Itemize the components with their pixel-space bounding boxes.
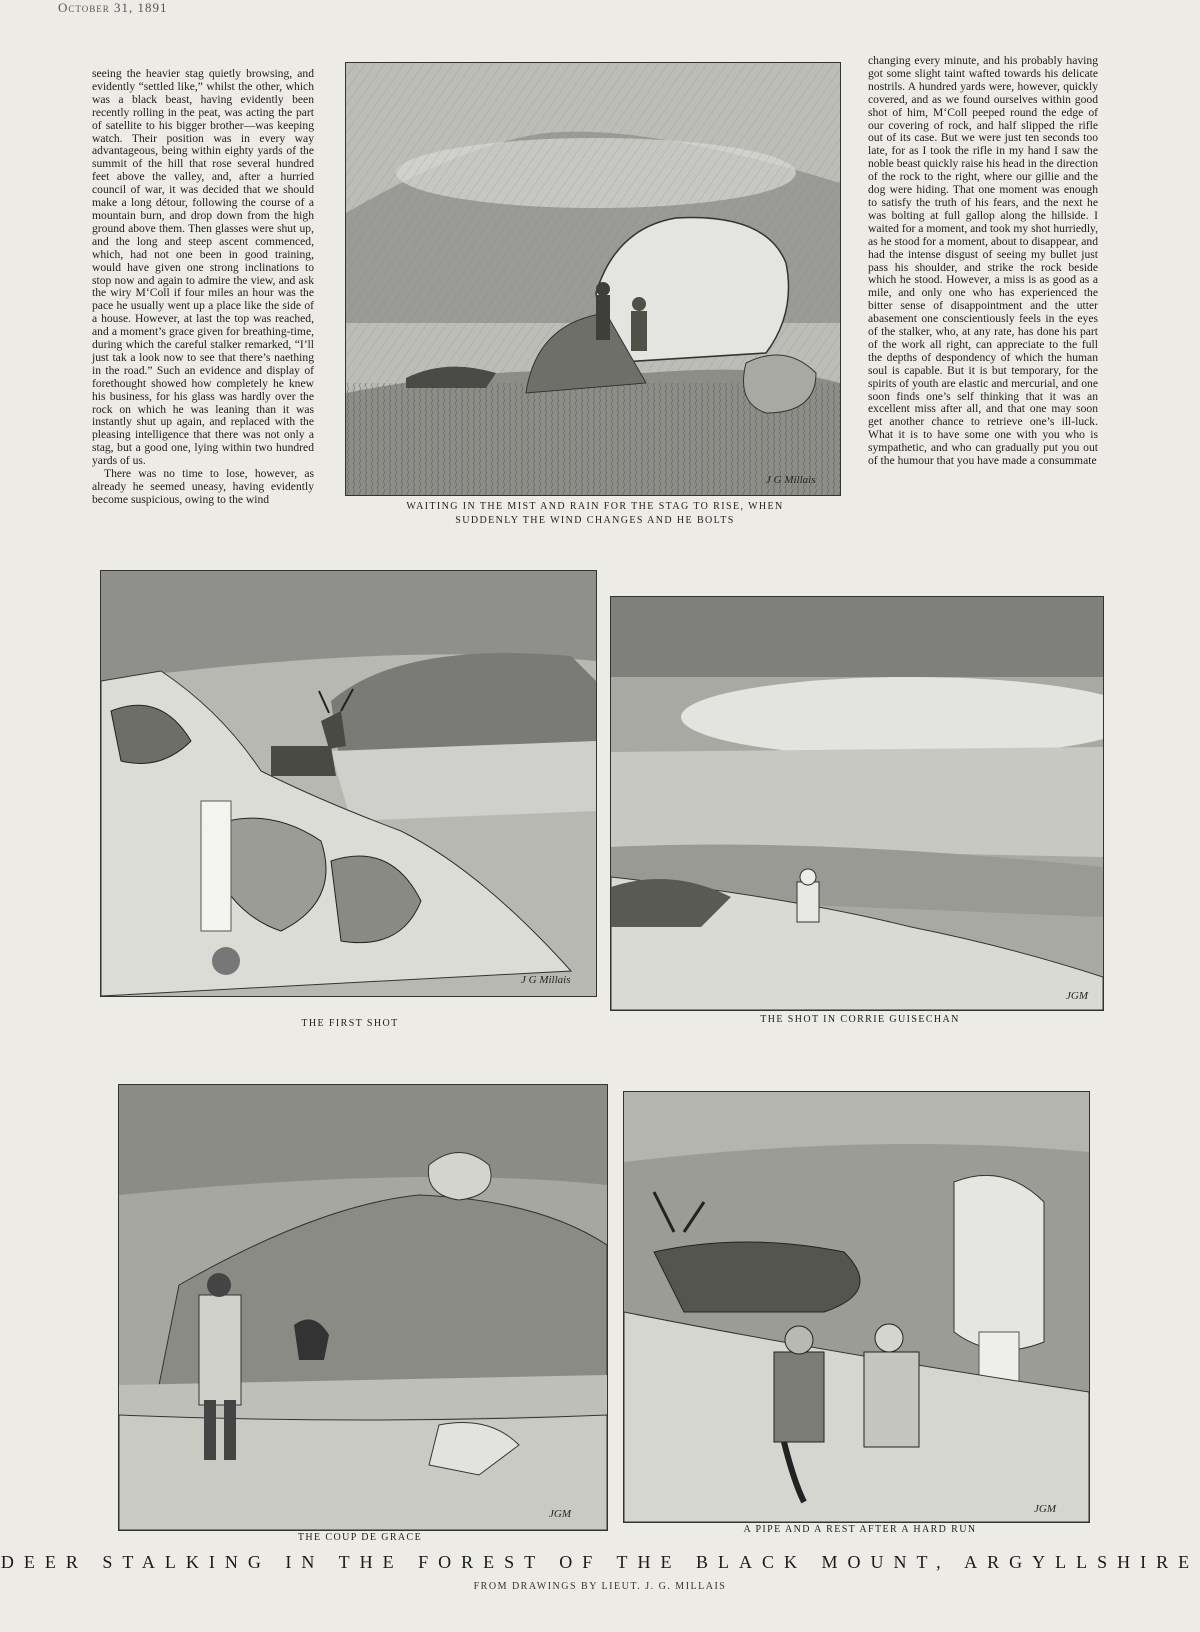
left-paragraph-1: seeing the heavier stag quietly browsing, and evidently “settled like,” whilst the other, which was a black beast, having evidently been recently rolling in the peat, was acting the part of satellite to his bigger brother—was keeping watch. Their position was in every way advantageous, being within eighty yards of the summit of the hill that rose several hundred feet above the valley, and, after a hurried council of war, it was decided that we should make a long détour, following the course of a mountain burn, and drop down from the high ground above them. Then glasses were shut up, and the long and steep ascent commenced, which, had not one been in good training, would have given one strong inclinations to stop now and again to admire the view, and ask the wiry M‘Coll if four miles an hour was the pace he usually went up a place like the side of a house. However, at last the top was reached, and a moment’s grace given for breathing-time, during which the careful stalker remarked, “I’ll just tak a look now to see that there’s naething in the road.” Such an evidence and display of forethought showed how completely he knew his business, for his glass was hardly over the rock on which he was leaning than it was instantly shut up again, and replaced with the pleasing intelligence that there was not only a stag, but a good one, lying within two hundred yards of us. bbox=[92, 67, 314, 468]
caption-first-shot: THE FIRST SHOT bbox=[301, 1018, 399, 1029]
running-head: October 31, 1891 bbox=[58, 0, 168, 15]
illustration-waiting-in-mist-drawing bbox=[346, 63, 840, 495]
page-title: DEER STALKING IN THE FOREST OF THE BLACK MOUNT, ARGYLLSHIRE bbox=[0, 1552, 1200, 1572]
artist-signature: JGM bbox=[1034, 1503, 1056, 1515]
right-text-column bbox=[868, 55, 1098, 468]
illustration-corrie-guisechan bbox=[610, 596, 1104, 1011]
illustration-corrie-guisechan-drawing bbox=[611, 597, 1103, 1010]
illustration-first-shot-drawing bbox=[101, 571, 596, 996]
right-paragraph-1: changing every minute, and his probably having got some slight taint wafted towards his delicate nostrils. A hundred yards were, however, quickly covered, and as we found ourselves within good shot of him, M‘Coll peeped round the edge of our covering of rock, and half slipped the rifle out of its case. But we were just ten seconds too late, for as I took the rifle in my hand I saw the noble beast quickly raise his head in the direction of the rock to the right, where our gillie and the dog were hiding. That one moment was enough to satisfy the truth of his fears, and the next he was bolting at full gallop along the hillside. I waited for a moment, and took my shot hurriedly, as he stood for a moment, about to disappear, and had the intense disgust of seeing my bullet just pass his shoulder, and strike the rock beside which he stood. However, a miss is as good as a mile, and only one who has experienced the bitter sense of disappointment and the utter abasement one conscientiously feels in the eyes of the stalker, who, at any rate, has done his part of the work all right, can appreciate to the full the depths of despondency of which the human soul is capable. But it is but temporary, for the spirits of youth are elastic and mercurial, and one soon finds one’s self thinking that it was an excellent miss after all, and that one may soon get another chance to retrieve one’s ill-luck. What it is to have some one with you who is sympathetic, and who can gradually put you out of the humour that you have made a consummate bbox=[868, 54, 1098, 468]
left-text-column bbox=[92, 68, 314, 507]
artist-signature: J G Millais bbox=[521, 974, 571, 986]
caption-coup-de-grace: THE COUP DE GRACE bbox=[297, 1532, 423, 1543]
artist-signature: JGM bbox=[549, 1508, 571, 1520]
artist-signature: JGM bbox=[1066, 990, 1088, 1002]
illustration-coup-de-grace bbox=[118, 1084, 608, 1531]
artist-signature: J G Millais bbox=[766, 474, 816, 486]
illustration-coup-de-grace-drawing bbox=[119, 1085, 607, 1530]
illustration-waiting-in-mist bbox=[345, 62, 841, 496]
left-paragraph-2: There was no time to lose, however, as already he seemed uneasy, having evidently become suspicious, owing to the wind bbox=[92, 467, 314, 506]
caption-waiting-in-mist: WAITING IN THE MIST AND RAIN FOR THE STAG TO RISE, WHEN SUDDENLY THE WIND CHANGES AND HE BOLTS bbox=[406, 501, 784, 526]
illustration-credit: FROM DRAWINGS BY LIEUT. J. G. MILLAIS bbox=[473, 1581, 727, 1592]
caption-pipe-and-rest: A PIPE AND A REST AFTER A HARD RUN bbox=[743, 1524, 977, 1535]
illustration-pipe-and-rest-drawing bbox=[624, 1092, 1089, 1522]
illustration-pipe-and-rest bbox=[623, 1091, 1090, 1523]
illustration-first-shot bbox=[100, 570, 597, 997]
caption-corrie-guisechan: THE SHOT IN CORRIE GUISECHAN bbox=[760, 1014, 960, 1025]
